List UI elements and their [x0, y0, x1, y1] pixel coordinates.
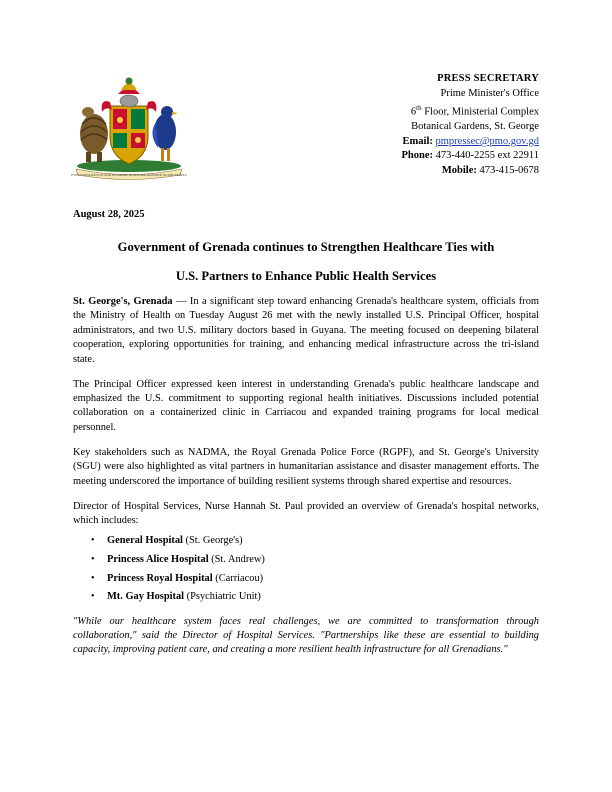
dateline: St. George's, Grenada [73, 296, 173, 307]
bullet-icon: • [91, 591, 95, 603]
header-email-line [299, 135, 539, 150]
release-date: August 28, 2025 [73, 209, 145, 220]
bullet-icon: • [91, 535, 95, 547]
list-item [91, 553, 539, 567]
hospital-name: Princess Alice Hospital [107, 554, 209, 566]
paragraph-1 [73, 295, 539, 367]
list-item [91, 572, 539, 586]
mobile-label: Mobile: [441, 165, 477, 177]
email-label: Email: [402, 135, 433, 147]
article-body [73, 295, 539, 668]
floor-number: 6 [410, 106, 417, 118]
floor-rest: Floor, Ministerial Complex [421, 106, 539, 118]
paragraph-1-text: — In a significant step toward enhancing Grenada's healthcare system, officials from the Ministry of Health on Tuesday August 26 met with the newly installed U.S. Principal Officer, hospital administrators, and two U.S. military doctors based in Guyana. The meeting focused on deepening bilateral cooperation, exploring opportunities for training, and enhancing medical infrastructure across the tri-island state. [73, 296, 539, 365]
header-floor [299, 101, 539, 120]
hospital-location: (Carriacou) [212, 572, 264, 584]
header-phone-line [299, 149, 539, 164]
paragraph-3: Key stakeholders such as NADMA, the Royal Grenada Police Force (RGPF), and St. George's University (SGU) were also highlighted as vital partners in humanitarian assistance and disaster management efforts. The meeting underscored the importance of building resilient systems through shared expertise and resources. [73, 446, 539, 487]
list-item [91, 590, 539, 604]
dove-supporter [152, 106, 178, 161]
phone-label: Phone: [401, 150, 433, 162]
headline-line-2: U.S. Partners to Enhance Public Health Services [175, 269, 437, 283]
armadillo-supporter [80, 107, 108, 162]
director-quote: "While our healthcare system faces real challenges, we are committed to transformation through collaboration," said the Director of Hospital Services. "Partnerships like these are essential to building capacity, improving patient care, and creating a more resilient health infrastructure for all Grenadians." [73, 615, 539, 656]
header-mobile-line [299, 164, 539, 179]
floor-superscript: th [416, 104, 422, 113]
press-secretary-header [299, 72, 539, 179]
hospital-list [73, 534, 539, 604]
paragraph-4: Director of Hospital Services, Nurse Hannah St. Paul provided an overview of Grenada's hospital networks, which includes: [73, 500, 539, 527]
crest-motto: EVER CONSCIOUS OF GOD WE ASPIRE BUILD AND ADVANCE AS ONE PEOPLE [71, 173, 187, 177]
headline-line-1: Government of Grenada continues to Strengthen Healthcare Ties with [117, 240, 495, 254]
header-title: PRESS SECRETARY [437, 73, 539, 84]
list-item [91, 534, 539, 548]
mobile-number: 473-415-0678 [479, 165, 539, 177]
hospital-location: (St. Andrew) [208, 554, 265, 566]
header-address: Botanical Gardens, St. George [411, 121, 539, 133]
hospital-location: (St. George's) [182, 535, 243, 547]
email-link[interactable]: pmpressec@pmo.gov.gd [435, 135, 539, 147]
headline [73, 233, 539, 291]
shield [110, 106, 148, 164]
coat-of-arms-image [66, 72, 192, 180]
bullet-icon: • [91, 572, 95, 584]
bullet-icon: • [91, 554, 95, 566]
hospital-name: General Hospital [107, 535, 183, 547]
hospital-location: (Psychiatric Unit) [184, 591, 261, 603]
phone-number: 473-440-2255 ext 22911 [435, 150, 539, 162]
header-office: Prime Minister's Office [440, 87, 539, 99]
hospital-name: Princess Royal Hospital [107, 572, 213, 584]
hospital-name: Mt. Gay Hospital [107, 591, 185, 603]
paragraph-2: The Principal Officer expressed keen interest in understanding Grenada's public healthcare landscape and emphasized the U.S. commitment to supporting regional health initiatives. Discussions included potential collaboration on a containerized clinic in Carriacou and expanded training programs for local medical personnel. [73, 378, 539, 433]
